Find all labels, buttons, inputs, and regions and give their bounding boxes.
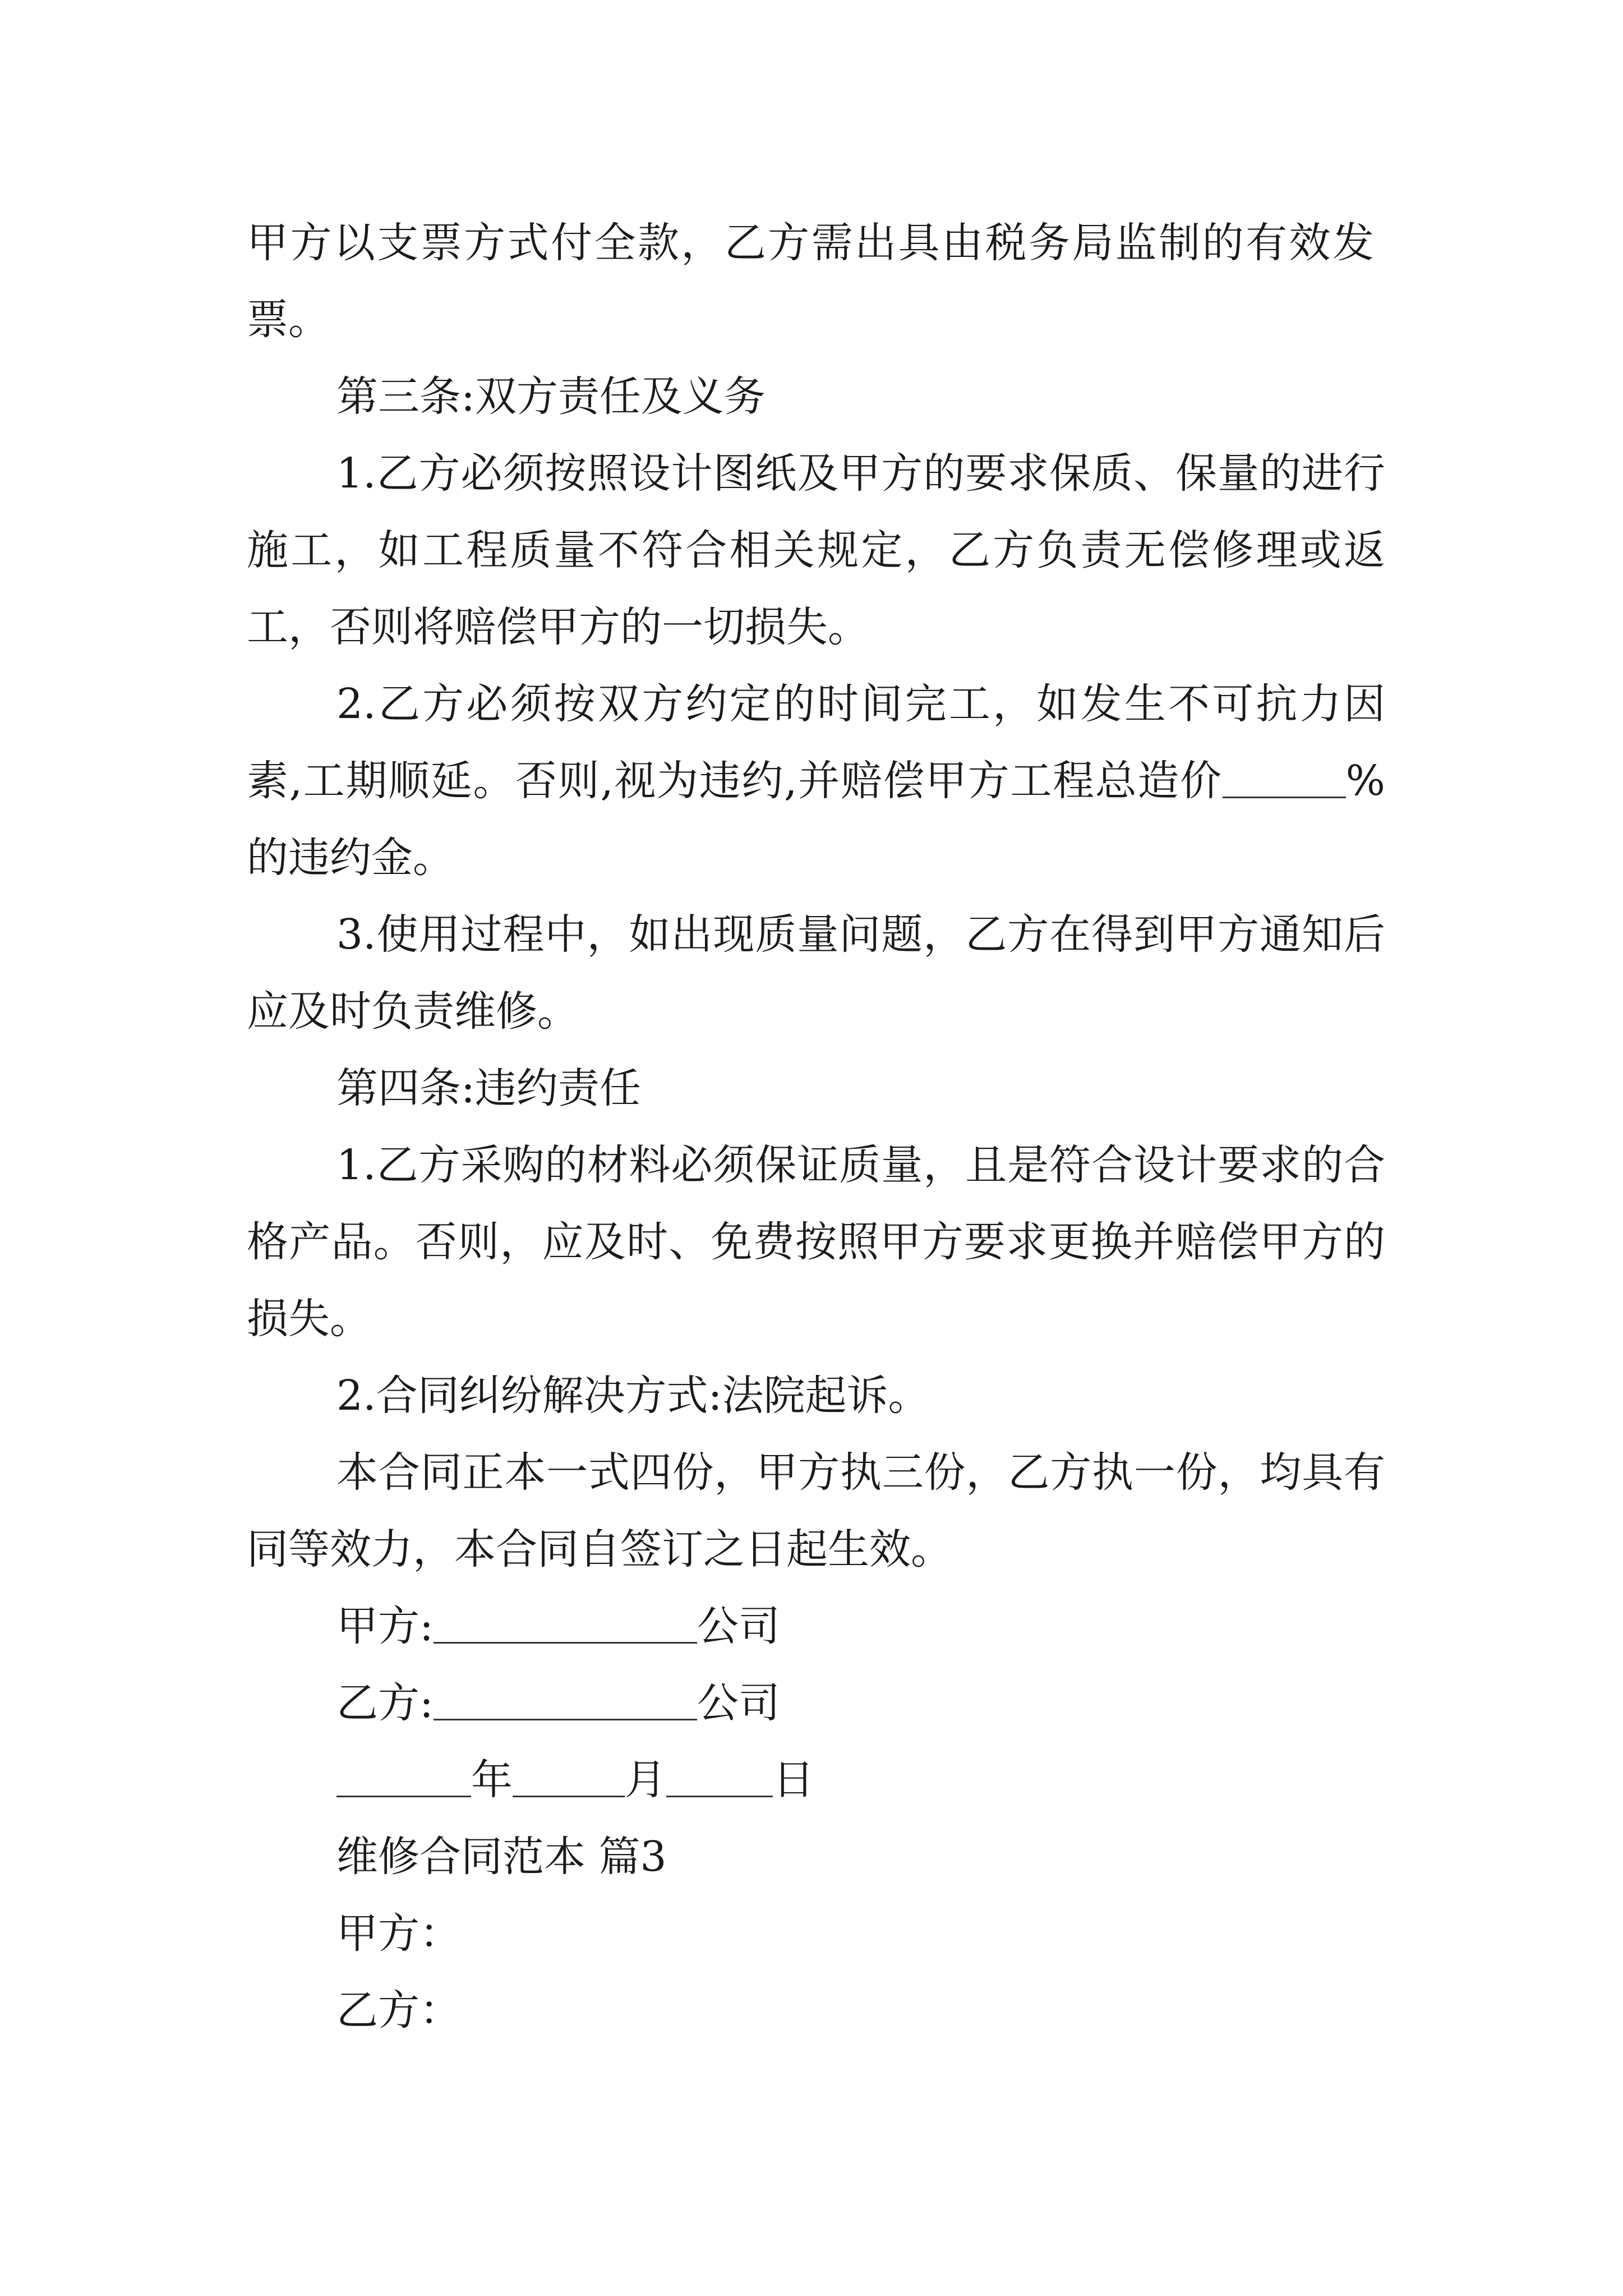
party-b-blank: [434, 1685, 697, 1720]
section-3-party-b: 乙方：: [336, 1986, 461, 2035]
day-blank: [666, 1762, 773, 1797]
article-4-title: 第四条:违约责任: [336, 1064, 641, 1112]
document-body: [247, 205, 1385, 2049]
copies-paragraph: 本合同正本一式四份，甲方执三份，乙方执一份，均具有同等效力，本合同自签订之日起生效。: [247, 1448, 1385, 1573]
party-b-suffix: 公司: [697, 1679, 780, 1727]
date-line: [247, 1742, 1385, 1819]
payment-paragraph: 甲方以支票方式付全款，乙方需出具由税务局监制的有效发票。: [247, 219, 1374, 344]
party-a-suffix: 公司: [697, 1602, 780, 1650]
section-3-party-a: 甲方：: [336, 1910, 461, 1958]
month-blank: [513, 1762, 625, 1797]
article-4-clause-1: 1.乙方采购的材料必须保证质量，且是符合设计要求的合格产品。否则，应及时、免费按照甲方要求更换并赔偿甲方的损失。: [247, 1141, 1385, 1343]
section-3-title: 维修合同范本 篇3: [336, 1833, 667, 1881]
article-3-clause-2-text: 2.乙方必须按双方约定的时间完工，如发生不可抗力因素,工期顺延。否则,视为违约,并赔偿甲方工程总造价: [247, 680, 1385, 805]
party-a-blank: [434, 1608, 697, 1644]
year-label: 年: [471, 1756, 513, 1804]
party-a-signature-line: [247, 1588, 1385, 1665]
party-b-signature-line: [247, 1665, 1385, 1742]
article-3-clause-2-tail: %的违约金。: [247, 757, 1385, 882]
article-3-clause-2: [247, 666, 1385, 896]
party-a-label: 甲方:: [336, 1602, 434, 1650]
year-blank: [336, 1762, 471, 1797]
article-4-clause-2: 2.合同纠纷解决方式:法院起诉。: [336, 1372, 930, 1420]
penalty-percent-blank: [1223, 763, 1346, 798]
article-3-clause-3: 3.使用过程中，如出现质量问题，乙方在得到甲方通知后应及时负责维修。: [247, 910, 1385, 1036]
article-3-clause-1: 1.乙方必须按照设计图纸及甲方的要求保质、保量的进行施工，如工程质量不符合相关规定，乙方负责无偿修理或返工，否则将赔偿甲方的一切损失。: [247, 449, 1385, 651]
article-3-title: 第三条:双方责任及义务: [336, 372, 766, 421]
day-label: 日: [773, 1756, 814, 1804]
month-label: 月: [625, 1756, 666, 1804]
party-b-label: 乙方:: [336, 1679, 434, 1727]
